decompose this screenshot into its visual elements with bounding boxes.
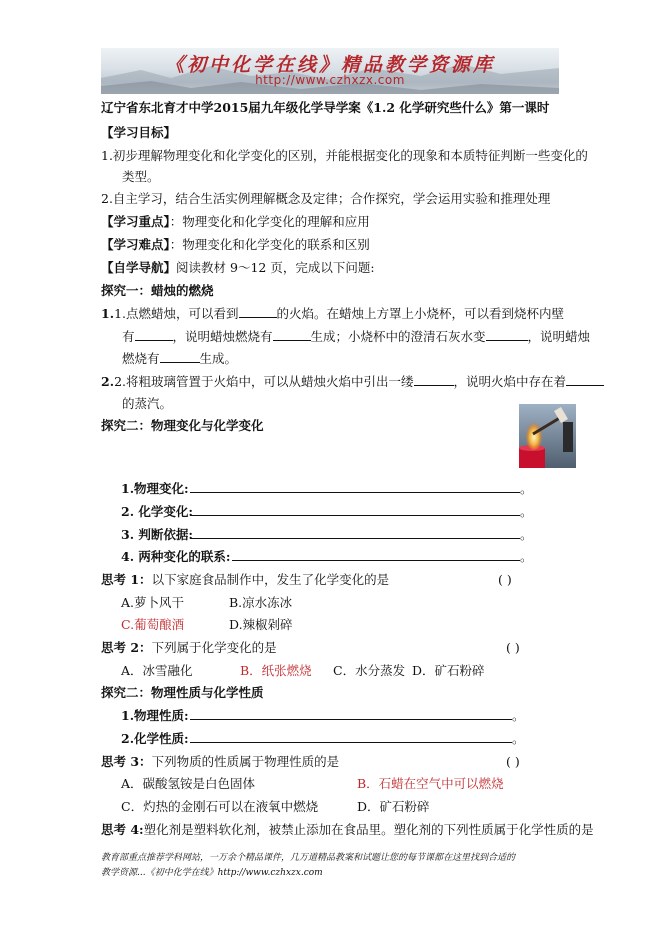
- field-label: 4. 两种变化的联系:: [121, 549, 231, 564]
- think2-text: 下列属于化学变化的是: [151, 640, 277, 655]
- think1-text: 以下家庭食品制作中，发生了化学变化的是: [151, 572, 390, 587]
- think3-option-b[interactable]: B．石蜡在空气中可以燃烧: [357, 776, 504, 791]
- q2-text-b: ，说明火焰中存在着: [453, 374, 567, 389]
- explore1-q2-line2: 的蒸汽。: [122, 396, 173, 411]
- think2-label: 思考 2：: [101, 640, 152, 655]
- answer-blank[interactable]: [239, 307, 277, 318]
- end-mark: 。: [520, 481, 533, 496]
- answer-blank[interactable]: [566, 375, 604, 386]
- footer-link[interactable]: http://www.czhxzx.com: [217, 868, 323, 878]
- answer-blank[interactable]: [160, 352, 200, 363]
- field-label: 2.化学性质:: [121, 731, 189, 746]
- explore1-heading: 探究一：蜡烛的燃烧: [101, 283, 214, 298]
- self-study: [101, 260, 375, 276]
- difficulties-label: 【学习难点】: [101, 237, 170, 252]
- think1-option-d[interactable]: D.辣椒剁碎: [229, 617, 293, 632]
- q2-text-a: 2.将粗玻璃管置于火焰中，可以从蜡烛火焰中引出一缕: [114, 374, 414, 389]
- think2-answer-paren[interactable]: ( ): [506, 640, 520, 655]
- self-study-text: 阅读教材 9～12 页，完成以下问题:: [176, 260, 375, 275]
- think1-question: [101, 572, 389, 588]
- q1-text-f: ，说明蜡烛: [527, 329, 591, 344]
- end-mark: 。: [512, 731, 525, 746]
- think1-option-c[interactable]: C.葡萄酿酒: [121, 617, 185, 632]
- q1-text-h: 生成。: [199, 351, 238, 366]
- explore2-field-2: [121, 504, 193, 520]
- key-points: [101, 214, 370, 230]
- explore2-heading: 探究二：物理变化与化学变化: [101, 418, 264, 433]
- field-label: 2. 化学变化:: [121, 504, 194, 519]
- end-mark: 。: [520, 527, 533, 542]
- q1-text-a: 1.点燃蜡烛，可以看到: [114, 306, 239, 321]
- end-mark: 。: [520, 504, 533, 519]
- explore2-field-4: [121, 549, 231, 565]
- difficulties: [101, 237, 370, 253]
- document-title: 辽宁省东北育才中学2015届九年级化学导学案《1.2 化学研究些什么》第一课时: [101, 100, 550, 115]
- explore3-field-1: [121, 708, 189, 724]
- explore1-q1-line3: [122, 351, 237, 367]
- think3-label: 思考 3：: [101, 754, 152, 769]
- think1-answer-paren[interactable]: ( ): [498, 572, 512, 587]
- think2-option-c[interactable]: C．水分蒸发: [333, 663, 406, 678]
- match-candle-icon: [519, 404, 576, 468]
- explore3-heading: 探究二：物理性质与化学性质: [101, 685, 264, 700]
- think2-option-d[interactable]: D．矿石粉碎: [412, 663, 485, 678]
- goal-item-1-cont: 类型。: [122, 169, 160, 184]
- explore3-field-2: [121, 731, 189, 747]
- explore2-field-3: [121, 527, 193, 543]
- footer-text: 教学资源...《初中化学在线》: [101, 868, 218, 878]
- banner-url[interactable]: http://www.czhxzx.com: [255, 73, 405, 87]
- end-mark: 。: [512, 708, 525, 723]
- answer-line[interactable]: [190, 482, 520, 493]
- think4-question: [101, 822, 594, 838]
- answer-line[interactable]: [190, 709, 512, 720]
- think3-option-c[interactable]: C．灼热的金刚石可以在液氧中燃烧: [121, 799, 319, 814]
- think1-label: 思考 1：: [101, 572, 152, 587]
- think3-option-a[interactable]: A．碳酸氢铵是白色固体: [121, 776, 256, 791]
- explore2-field-1: [121, 481, 189, 497]
- think1-option-b[interactable]: B.凉水冻冰: [229, 595, 293, 610]
- self-study-label: 【自学导航】: [101, 260, 177, 275]
- think2-option-a[interactable]: A．冰雪融化: [121, 663, 193, 678]
- explore1-q1-line2: [122, 329, 590, 345]
- explore1-q1-line1: 1.1.点燃蜡烛，可以看到 的火焰。在蜡烛上方罩上小烧杯，可以看到烧杯内壁: [101, 306, 565, 321]
- q1-text-d: ，说明蜡烛燃烧有: [172, 329, 273, 344]
- field-label: 1.物理性质:: [121, 708, 189, 723]
- think1-option-a[interactable]: A.萝卜风干: [121, 595, 185, 610]
- q1-text-c: 有: [122, 329, 135, 344]
- think3-text: 下列物质的性质属于物理性质的是: [151, 754, 340, 769]
- think3-question: [101, 754, 339, 770]
- answer-blank[interactable]: [414, 375, 454, 386]
- explore1-q2-line1: 2.2.将粗玻璃管置于火焰中，可以从蜡烛火焰中引出一缕 ，说明火焰中存在着: [101, 374, 604, 390]
- goal-item-2: 2.自主学习，结合生活实例理解概念及定律；合作探究，学会运用实验和推理处理: [101, 191, 551, 206]
- footer-line-1: 教育部重点推荐学科网站，一万余个精品课件，几万道精品教案和试题让您的每节课都在这里找到合适的: [101, 853, 516, 863]
- key-points-label: 【学习重点】: [101, 214, 170, 229]
- think3-answer-paren[interactable]: ( ): [506, 754, 520, 769]
- footer-line-2: [101, 867, 323, 879]
- answer-line[interactable]: [232, 550, 520, 561]
- q1-text-e: 生成；小烧杯中的澄清石灰水变: [310, 329, 486, 344]
- end-mark: 。: [520, 549, 533, 564]
- answer-line[interactable]: [190, 505, 520, 516]
- goals-heading: 【学习目标】: [101, 125, 177, 140]
- think2-question: [101, 640, 277, 656]
- think2-option-b[interactable]: B．纸张燃烧: [240, 663, 312, 678]
- answer-blank[interactable]: [486, 330, 528, 341]
- field-label: 3. 判断依据:: [121, 527, 194, 542]
- think4-text: 塑化剂是塑料软化剂，被禁止添加在食品里。塑化剂的下列性质属于化学性质的是: [143, 822, 594, 837]
- match-lighting-candle-photo: [519, 404, 576, 468]
- banner-title: 《初中化学在线》精品教学资源库: [164, 54, 495, 76]
- answer-line[interactable]: [190, 528, 520, 539]
- q1-text-g: 燃烧有: [122, 351, 160, 366]
- header-banner: [101, 48, 559, 94]
- q1-text-b: 的火焰。在蜡烛上方罩上小烧杯，可以看到烧杯内壁: [276, 306, 565, 321]
- think3-option-d[interactable]: D．矿石粉碎: [357, 799, 430, 814]
- goal-item-1: 1.初步理解物理变化和化学变化的区别，并能根据变化的现象和本质特征判断一些变化的: [101, 148, 588, 163]
- field-label: 1.物理变化:: [121, 481, 189, 496]
- think4-label: 思考 4:: [101, 822, 144, 837]
- difficulties-text: ：物理变化和化学变化的联系和区别: [169, 237, 370, 252]
- key-points-text: ：物理变化和化学变化的理解和应用: [169, 214, 370, 229]
- answer-line[interactable]: [190, 732, 512, 743]
- answer-blank[interactable]: [135, 330, 173, 341]
- answer-blank[interactable]: [273, 330, 311, 341]
